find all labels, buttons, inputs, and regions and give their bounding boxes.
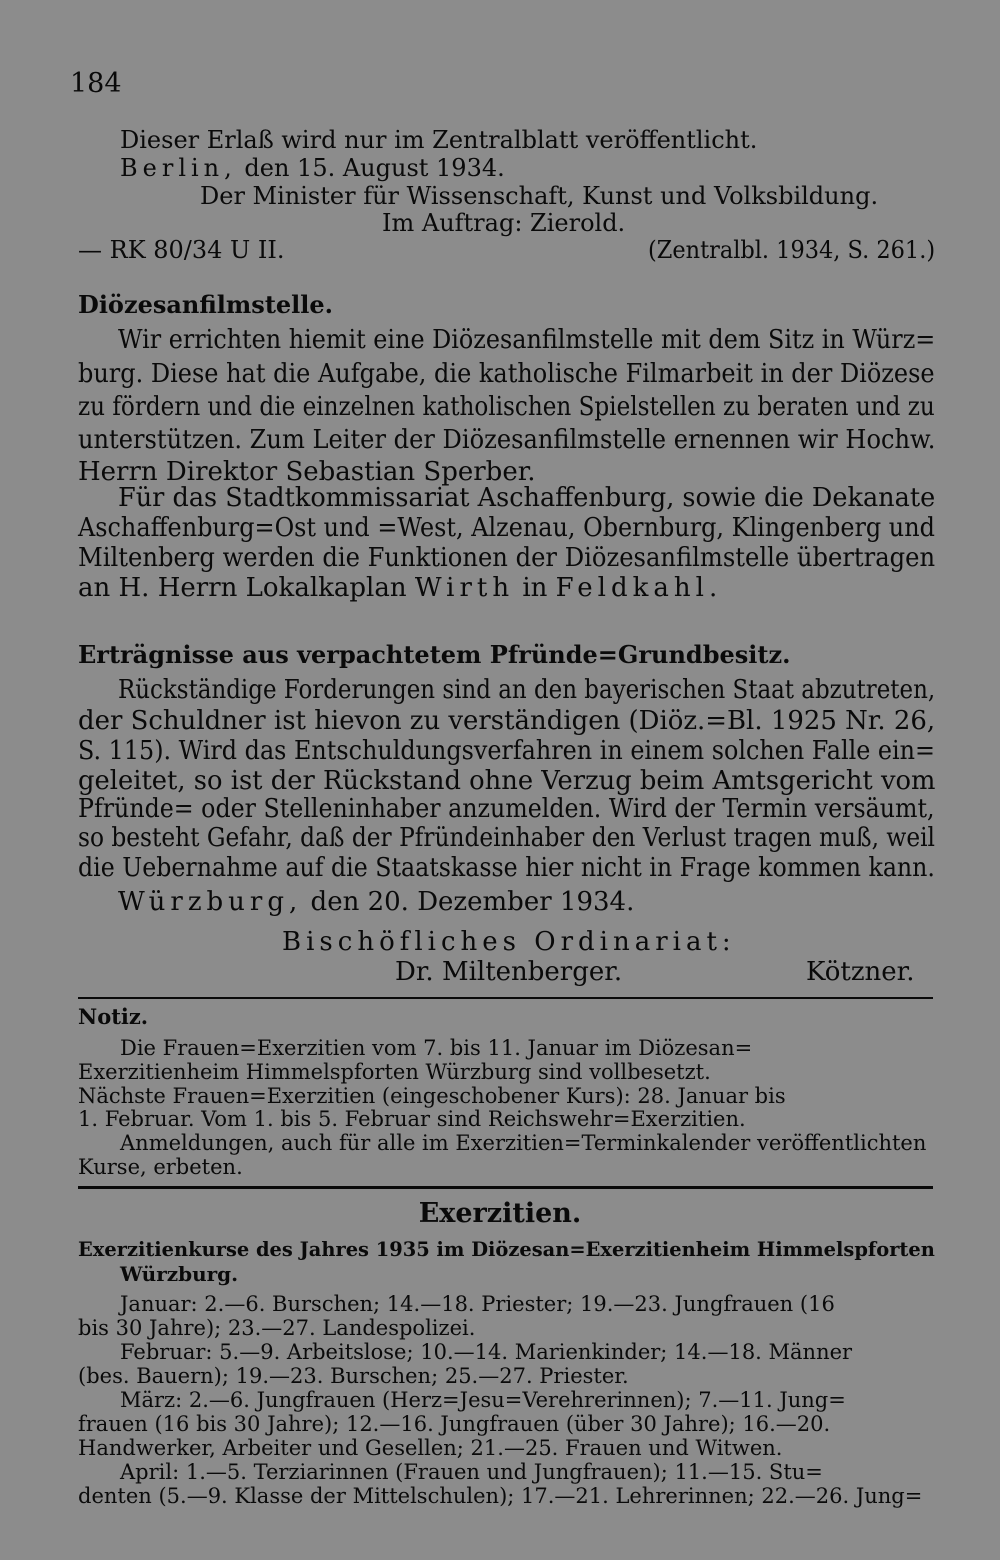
text-line: zu fördern und die einzelnen katholischen Spielstellen zu beraten und zu [78,392,935,422]
text-line: Herrn Direktor Sebastian Sperber. [78,457,536,487]
text-line: Miltenberg werden die Funktionen der Diözesanfilmstelle übertragen [78,543,936,573]
page-number: 184 [70,68,122,99]
subheading-line: Exerzitienkurse des Jahres 1935 im Diözesan=Exerzitienheim Himmelspforten [78,1237,935,1261]
schedule-line: Februar: 5.—9. Arbeitslose; 10.—14. Marienkinder; 14.—18. Männer [120,1340,853,1364]
text-line: burg. Diese hat die Aufgabe, die katholische Filmarbeit in der Diözese [78,359,935,389]
text-line: Die Frauen=Exerzitien vom 7. bis 11. Januar im Diözesan= [120,1036,753,1060]
text-line: 1. Februar. Vom 1. bis 5. Februar sind Reichswehr=Exerzitien. [78,1107,746,1131]
divider-rule [78,1186,933,1189]
schedule-line: bis 30 Jahre); 23.—27. Landespolizei. [78,1316,476,1340]
text-line: Kurse, erbeten. [78,1155,243,1179]
text-line: Für das Stadtkommissariat Aschaffenburg, sowie die Dekanate [118,483,936,513]
schedule-line: April: 1.—5. Terziarinnen (Frauen und Jungfrauen); 11.—15. Stu= [120,1460,823,1484]
notiz-heading: Notiz. [78,1004,149,1029]
signature-left: Dr. Miltenberger. [395,957,623,987]
auftrag-line: Im Auftrag: Zierold. [382,209,626,237]
date: den 20. Dezember 1934. [310,887,635,917]
person-name: Wirth [414,573,515,603]
place-name: Würzburg, [118,887,303,917]
text-line: Nächste Frauen=Exerzitien (eingeschobener Kurs): 28. Januar bis [78,1084,786,1108]
schedule-line: denten (5.—9. Klasse der Mittelschulen); 17.—21. Lehrerinnen; 22.—26. Jung= [78,1484,923,1508]
text-line: der Schuldner ist hievon zu verständigen (Diöz.=Bl. 1925 Nr. 26, [78,706,936,736]
reference-left: — RK 80/34 U II. [78,236,285,264]
text-fragment: an H. Herrn Lokalkaplan [78,573,407,603]
place-name: Feldkahl. [555,573,723,603]
text-line: unterstützen. Zum Leiter der Diözesanfilmstelle ernennen wir Hochw. [78,425,936,455]
text-line [78,572,722,604]
text-line: so besteht Gefahr, daß der Pfründeinhaber den Verlust tragen muß, weil [78,823,935,853]
erlass-line: Dieser Erlaß wird nur im Zentralblatt veröffentlicht. [120,126,758,154]
text-line: Aschaffenburg=Ost und =West, Alzenau, Obernburg, Klingenberg und [78,513,935,543]
minister-line: Der Minister für Wissenschaft, Kunst und Volksbildung. [200,182,879,210]
schedule-line: Januar: 2.—6. Burschen; 14.—18. Priester; 19.—23. Jungfrauen (16 [120,1292,835,1316]
text-line: die Uebernahme auf die Staatskasse hier nicht in Frage kommen kann. [78,853,935,883]
divider-rule [78,997,933,999]
text-line: Wir errichten hiemit eine Diözesanfilmstelle mit dem Sitz in Würz= [118,325,936,355]
schedule-line: Handwerker, Arbeiter und Gesellen; 21.—25. Frauen und Witwen. [78,1436,783,1460]
place-berlin: Berlin, [120,154,237,182]
text-line: Exerzitienheim Himmelspforten Würzburg sind vollbesetzt. [78,1060,711,1084]
section-title: Exerzitien. [418,1198,582,1229]
section-heading: Diözesanfilmstelle. [78,290,334,319]
schedule-line: März: 2.—6. Jungfrauen (Herz=Jesu=Verehrerinnen); 7.—11. Jung= [120,1388,846,1412]
ordinariat-line: Bischöfliches Ordinariat: [282,927,736,957]
schedule-line: (bes. Bauern); 19.—23. Burschen; 25.—27. Priester. [78,1364,629,1388]
place-date-line [118,886,634,918]
text-line: Pfründe= oder Stelleninhaber anzumelden. Wird der Termin versäumt, [78,794,935,824]
schedule-line: frauen (16 bis 30 Jahre); 12.—16. Jungfrauen (über 30 Jahre); 16.—20. [78,1412,831,1436]
section-heading: Erträgnisse aus verpachtetem Pfründe=Grundbesitz. [78,640,791,669]
text-line: geleitet, so ist der Rückstand ohne Verzug beim Amtsgericht vom [78,766,936,796]
text-line: S. 115). Wird das Entschuldungsverfahren in einem solchen Falle ein= [78,736,936,766]
text-fragment: in [522,573,548,603]
subheading-line: Würzburg. [120,1262,239,1286]
text-line: Anmeldungen, auch für alle im Exerzitien=Terminkalender veröffentlichten [120,1131,927,1155]
text-line: Rückständige Forderungen sind an den bayerischen Staat abzutreten, [118,675,936,705]
reference-right: (Zentralbl. 1934, S. 261.) [648,236,936,264]
signature-right: Kötzner. [806,957,915,987]
date: den 15. August 1934. [244,154,505,182]
